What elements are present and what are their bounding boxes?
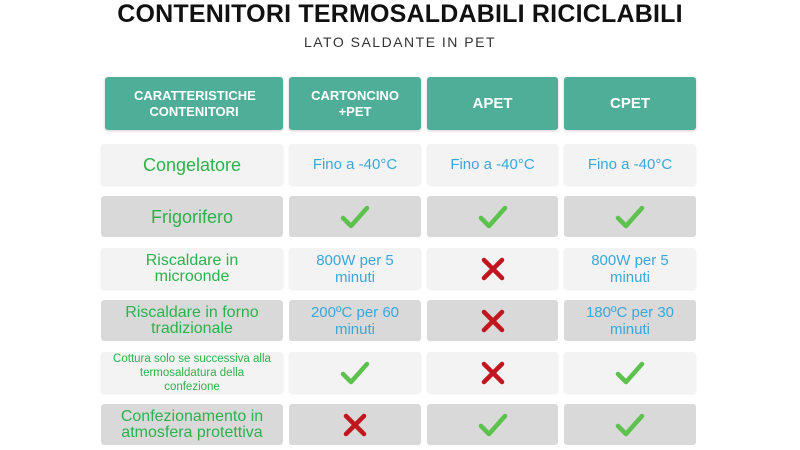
value-text: 800W per 5 minuti [591, 251, 669, 286]
header-label: CARATTERISTICHE CONTENITORI [134, 87, 256, 119]
row-label-cell [101, 248, 283, 289]
value-cell [427, 300, 558, 341]
header-cpet [564, 77, 696, 130]
row-label: Confezionamento in atmosfera protettiva [120, 407, 264, 441]
header-label: CPET [609, 94, 650, 112]
page-subtitle: LATO SALDANTE IN PET [303, 34, 497, 50]
value-cell [427, 196, 558, 237]
cross-icon [478, 256, 508, 282]
value-cell [564, 300, 696, 341]
row-label-cell [101, 196, 283, 237]
value-cell [427, 248, 558, 289]
check-icon [615, 412, 645, 438]
value-text: 200ºC per 60 minuti [310, 303, 400, 338]
header-apet [427, 77, 558, 130]
header-characteristics [105, 77, 283, 130]
check-icon [615, 360, 645, 386]
page-title: CONTENITORI TERMOSALDABILI RICICLABILI [117, 0, 683, 28]
value-text: Fino a -40°C [587, 156, 673, 173]
value-text: Fino a -40°C [450, 156, 535, 173]
row-label: Cottura solo se successiva alla termosaldatura della confezione [113, 352, 271, 393]
value-cell [289, 196, 421, 237]
cross-icon [478, 308, 508, 334]
value-cell [427, 404, 558, 445]
value-text: 180ºC per 30 minuti [585, 303, 675, 338]
check-icon [340, 360, 370, 386]
header-label: CARTONCINO +PET [311, 87, 399, 119]
value-cell [427, 352, 558, 393]
value-cell [289, 352, 421, 393]
value-cell [427, 144, 558, 185]
check-icon [340, 204, 370, 230]
header-label: APET [472, 94, 513, 112]
row-label: Congelatore [142, 154, 242, 175]
value-text: Fino a -40°C [312, 156, 398, 173]
row-label: Frigorifero [150, 206, 234, 227]
value-cell [289, 248, 421, 289]
value-cell [564, 144, 696, 185]
check-icon [478, 412, 508, 438]
header-cartoncino-pet [289, 77, 421, 130]
check-icon [615, 204, 645, 230]
value-cell [289, 404, 421, 445]
row-label: Riscaldare in microonde [145, 251, 239, 285]
value-text: 800W per 5 minuti [316, 251, 394, 286]
row-label-cell [101, 404, 283, 445]
row-label-cell [101, 352, 283, 393]
value-cell [564, 404, 696, 445]
row-label: Riscaldare in forno tradizionale [125, 303, 259, 337]
row-label-cell [101, 300, 283, 341]
cross-icon [340, 412, 370, 438]
value-cell [564, 196, 696, 237]
value-cell [564, 248, 696, 289]
value-cell [289, 144, 421, 185]
row-label-cell [101, 144, 283, 185]
value-cell [564, 352, 696, 393]
value-cell [289, 300, 421, 341]
cross-icon [478, 360, 508, 386]
check-icon [478, 204, 508, 230]
